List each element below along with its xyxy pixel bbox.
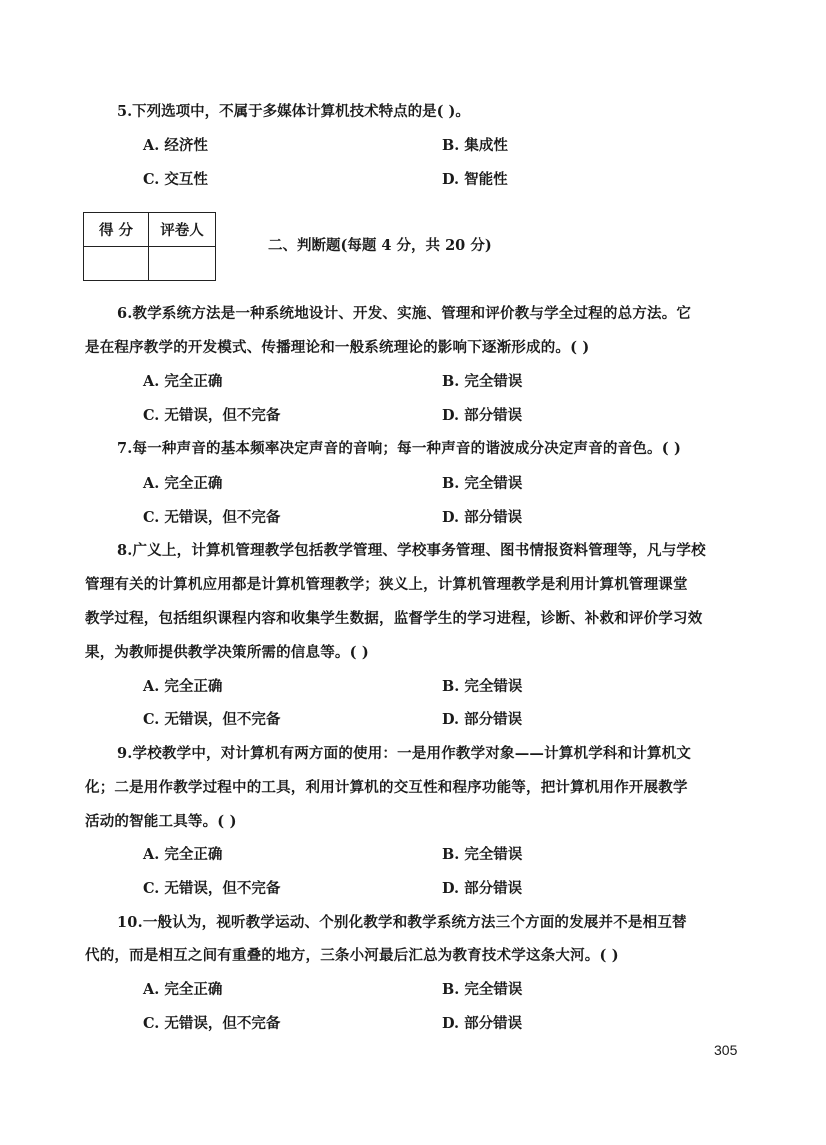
question-8-stem-line4: 果，为教师提供教学决策所需的信息等。( ): [85, 644, 369, 661]
question-9-stem-line1: 9.学校教学中，对计算机有两方面的使用：一是用作教学对象——计算机学科和计算机文: [117, 745, 692, 762]
q9-option-a: A. 完全正确: [143, 846, 223, 863]
question-8-stem-line2: 管理有关的计算机应用都是计算机管理教学；狭义上，计算机管理教学是利用计算机管理课堂: [85, 576, 688, 593]
q10-option-a: A. 完全正确: [143, 981, 223, 998]
grader-cell[interactable]: [149, 247, 216, 281]
q8-option-d: D. 部分错误: [442, 711, 523, 728]
question-9-stem-line2: 化；二是用作教学过程中的工具，利用计算机的交互性和程序功能等，把计算机用作开展教学: [85, 779, 688, 796]
q7-option-a: A. 完全正确: [143, 475, 223, 492]
q8-option-c: C. 无错误，但不完备: [143, 711, 281, 728]
q8-option-a: A. 完全正确: [143, 678, 223, 695]
q9-option-c: C. 无错误，但不完备: [143, 880, 281, 897]
score-box: [83, 212, 216, 281]
q9-option-b: B. 完全错误: [442, 846, 523, 863]
page-number: 305: [714, 1042, 738, 1058]
q9-option-d: D. 部分错误: [442, 880, 523, 897]
q7-option-b: B. 完全错误: [442, 475, 523, 492]
q8-option-b: B. 完全错误: [442, 678, 523, 695]
q5-option-a: A. 经济性: [143, 137, 208, 154]
question-10-stem-line1: 10.一般认为，视听教学运动、个别化教学和教学系统方法三个方面的发展并不是相互替: [117, 914, 687, 931]
question-10-stem-line2: 代的，而是相互之间有重叠的地方，三条小河最后汇总为教育技术学这条大河。( ): [85, 947, 619, 964]
question-8-stem-line1: 8.广义上，计算机管理教学包括教学管理、学校事务管理、图书情报资料管理等，凡与学校: [117, 542, 706, 559]
question-5-stem: 5.下列选项中，不属于多媒体计算机技术特点的是( )。: [117, 103, 470, 120]
score-header: 得 分: [84, 213, 149, 247]
score-cell[interactable]: [84, 247, 149, 281]
q10-option-c: C. 无错误，但不完备: [143, 1015, 281, 1032]
q6-option-a: A. 完全正确: [143, 373, 223, 390]
q10-option-d: D. 部分错误: [442, 1015, 523, 1032]
q6-option-b: B. 完全错误: [442, 373, 523, 390]
q6-option-d: D. 部分错误: [442, 407, 523, 424]
section-2-title: 二、判断题(每题 4 分，共 20 分): [268, 237, 492, 254]
q5-option-c: C. 交互性: [143, 171, 208, 188]
q10-option-b: B. 完全错误: [442, 981, 523, 998]
q5-option-b: B. 集成性: [442, 137, 508, 154]
q7-option-d: D. 部分错误: [442, 509, 523, 526]
question-9-stem-line3: 活动的智能工具等。( ): [85, 813, 237, 830]
q6-option-c: C. 无错误，但不完备: [143, 407, 281, 424]
question-6-stem-line2: 是在程序教学的开发模式、传播理论和一般系统理论的影响下逐渐形成的。( ): [85, 339, 590, 356]
question-6-stem-line1: 6.教学系统方法是一种系统地设计、开发、实施、管理和评价教与学全过程的总方法。它: [117, 305, 692, 322]
question-7-stem: 7.每一种声音的基本频率决定声音的音响；每一种声音的谐波成分决定声音的音色。( ): [117, 440, 682, 457]
q7-option-c: C. 无错误，但不完备: [143, 509, 281, 526]
question-8-stem-line3: 教学过程，包括组织课程内容和收集学生数据，监督学生的学习进程，诊断、补救和评价学习效: [85, 610, 703, 627]
q5-option-d: D. 智能性: [442, 171, 508, 188]
grader-header: 评卷人: [149, 213, 216, 247]
